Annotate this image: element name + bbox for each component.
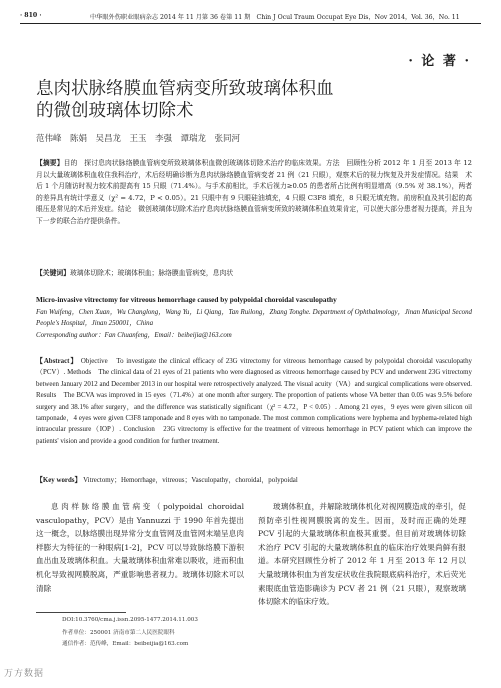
english-abstract-text: Objective To investigate the clinical efficacy of 23G vitrectomy for vitreous hemorrhage caused by polypoidal choroidal vasculopathy（PCV）. Methods The clinical data of 21 eyes of 21 patients who were diagnosed as vitreous hemorrhage caused by PCV and underwent 23G vitrectomy between January 2012 and December 2013 in our hospital were retrospectively analyzed. The visual acuity（VA）and surgical complications were observed. Results The BCVA was improved in 15 eyes（71.4%）at one month after surgery. The proportion of patients whose VA better than 0.05 was 9.5% before surgery and 38.1% after surgery，and the difference was statistically significant（χ² = 4.72，P < 0.05）. Among 21 eyes，9 eyes were given silicon oil tamponade，4 eyes were given C3F8 tamponade and 8 eyes with no tamponade. The most common complications were hyphema and hyphema-related high intraocular pressure（IOP）. Conclusion 23G vitrectomy is effective for the treatment of vitreous hemorrhage in PCV patient which can improve the patients' vision and provide a good condition for further treatment. — [36, 358, 472, 445]
english-author-list: Fan Wuifeng，Chen Xuan，Wu Changlong，Wang Yu，Li Qiang，Tan Ruilong，Zhang Tonghe. Department of Ophthalmology，Jinan Municipal Second People's Hospital，Jinan 250001，China — [36, 309, 472, 328]
english-keywords — [36, 475, 472, 486]
footnote-doi: DOI:10.3760/cma.j.issn.2095-1477.2014.11.003 — [62, 617, 198, 623]
title-line-1: 息肉状脉络膜血管病变所致玻璃体积血 — [36, 79, 334, 99]
chinese-abstract — [36, 158, 472, 228]
english-abstract — [36, 356, 472, 447]
footnote-affiliation: 作者单位：250001 济南市第二人民医院眼科 — [62, 630, 175, 636]
keywords-text: 玻璃体切除术；玻璃体积血；脉络膜血管病变，息肉状 — [69, 269, 234, 277]
watermark: 万方数据 — [4, 669, 45, 679]
author-list: 范伟峰 陈娟 吴昌龙 王玉 李强 谭瑞龙 张同河 — [36, 134, 241, 144]
footnote-rule — [36, 612, 126, 613]
english-abstract-label: 【Abstract】 — [36, 358, 79, 365]
journal-citation: 中华眼外伤职业眼病杂志 2014 年 11 月第 36 卷第 11 期 Chin J Ocul Traum Occupat Eye Dis，Nov 2014，Vol. 36，No. 11 — [90, 14, 460, 21]
body-column-left: 息肉样脉络膜血管病变（polypoidal choroidal vasculopathy，PCV）是由 Yannuzzi 于 1990 年首先提出这一概念，以脉络膜出现异常分支血管网及血管网末端呈息肉样膨大为特征的一种眼病[1-2]，PCV 可以导致脉络膜下游积血出血及玻璃体积血。大量玻璃体积血常难以吸收，进而积血机化导致视网膜脱离，严重影响患者视力。玻璃体切除术可以清除 — [36, 502, 244, 593]
body-column-right: 玻璃体积血，并解除玻璃体机化对视网膜造成的牵引，促预防牵引性视网膜脱离的发生。因而，及时而正确的处理 PCV 引起的大量玻璃体积血极其重要。但目前对玻璃体切除术治疗 PCV 引起的大量玻璃体积血的临床治疗效果尚鲜有报道。本研究回顾性分析了 2012 年 1 月至 2013 年 12 月以大量玻璃体积血为首发症状收住我院眼底病科治疗，术后荧光素眼底血管造影确诊为 PCV 者 21 例（21 只眼），观察玻璃体切除术的临床疗效。 — [258, 502, 466, 607]
footnote-corresponding: 通信作者：范传峰，Email：beibeijia@163.com — [62, 641, 189, 647]
corresponding-author: Corresponding author：Fan Chuanfeng，Email：beibeijia@163.com — [36, 331, 232, 339]
page-number: · 810 · — [20, 12, 42, 19]
abstract-label: 【摘要】 — [36, 159, 64, 167]
keywords-label: 【关键词】 — [36, 269, 70, 277]
english-authors — [36, 307, 472, 341]
english-keywords-label: 【Key words】 — [36, 477, 82, 484]
section-label: · 论 著 · — [408, 54, 471, 69]
article-title — [36, 78, 436, 122]
title-line-2: 的微创玻璃体切除术 — [36, 101, 194, 121]
english-title: Micro-invasive vitrectomy for vitreous hemorrhage caused by polypoidal choroidal vasculopathy — [36, 295, 337, 304]
abstract-text: 目的 探讨息肉状脉络膜血管病变所致玻璃体积血微创玻璃体切除术治疗的临床效果。方法 回顾性分析 2012 年 1 月至 2013 年 12 月以大量玻璃体积血收住我科治疗，术后经明确诊断为息肉状脉络膜血管病变者 21 例（21 只眼），观察术后的视力恢复及并发症情况。结果 术后 1 个月随访时视力较术前提高有 15 只眼（71.4%）。与手术前相比，手术后视力≥0.05 的患者所占比例有明显增高（9.5% 对 38.1%），两者的差异具有统计学意义（χ² = 4.72，P < 0.05）。21 只眼中有 9 只眼硅油填充，4 只眼 C3F8 填充，8 只眼无填充物。前房积血及其引起的高眼压是常见的术后并发症。结论 微创玻璃体切除术治疗息肉状脉络膜血管病变所致的玻璃体积血效果肯定，可以使大部分患者视力提高，并且为下一步的联合治疗提供条件。 — [36, 159, 472, 225]
header-rule — [20, 23, 481, 24]
english-keywords-text: Vitrectomy；Hemorrhage，vitreous；Vasculopathy，choroidal，polypoidal — [83, 477, 298, 484]
chinese-keywords — [36, 268, 472, 280]
